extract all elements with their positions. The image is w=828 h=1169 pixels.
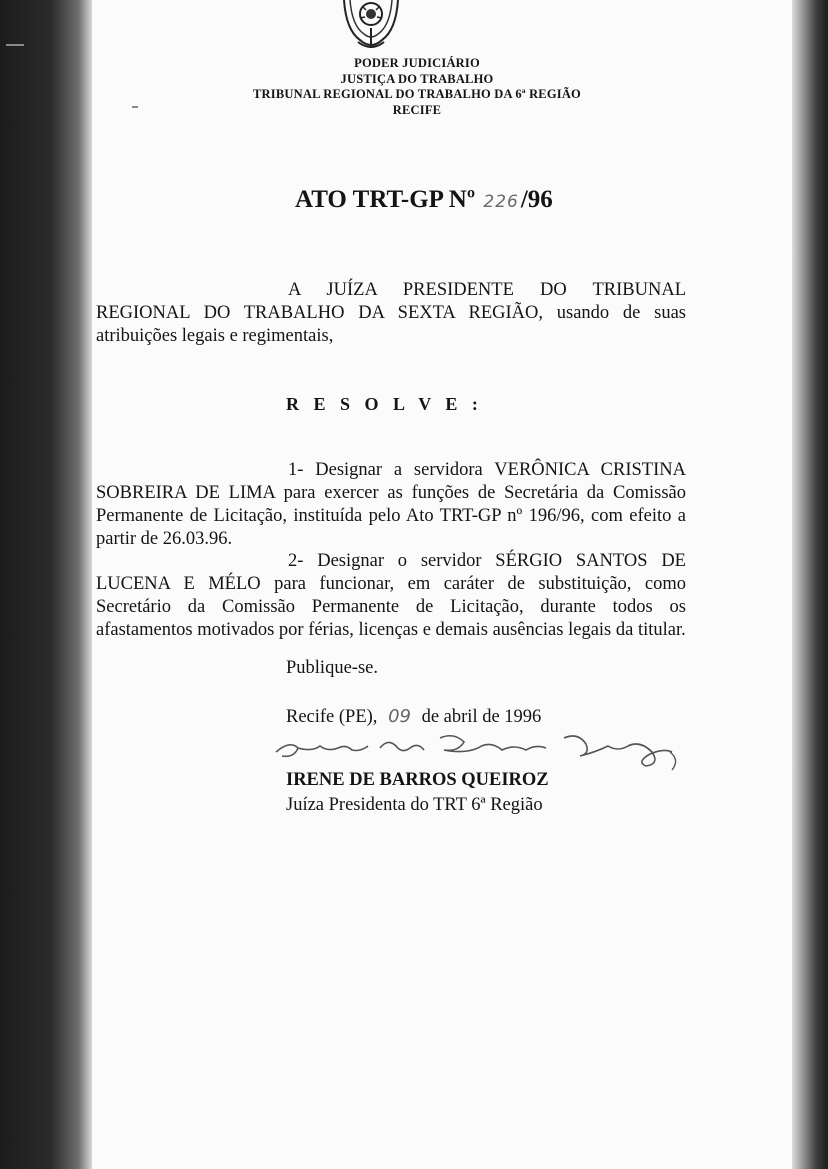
header-line: JUSTIÇA DO TRABALHO: [340, 71, 494, 86]
coat-of-arms-icon: [340, 0, 402, 52]
signer-role: Juíza Presidenta do TRT 6ª Região: [286, 795, 543, 815]
letterhead: [0, 56, 828, 118]
header-line: RECIFE: [392, 102, 442, 117]
resolve-label: R E S O L V E :: [286, 394, 483, 414]
act-title: [295, 186, 553, 214]
signer-name: IRENE DE BARROS QUEIROZ: [286, 770, 549, 790]
date-place: Recife (PE),: [286, 707, 378, 727]
date-day: 09: [388, 706, 411, 727]
act-number: 226: [483, 192, 519, 212]
act-prefix: ATO TRT-GP Nº: [295, 186, 476, 213]
preamble: A JUÍZA PRESIDENTE DO TRIBUNAL REGIONAL DO TRABALHO DA SEXTA REGIÃO, usando de suas atribuições legais e regimentais,: [96, 280, 686, 346]
scan-shadow-left: [0, 0, 92, 1169]
act-suffix: /96: [520, 186, 553, 213]
header-line: TRIBUNAL REGIONAL DO TRABALHO DA 6ª REGIÃO: [253, 87, 581, 101]
scan-shadow-right: [792, 0, 828, 1169]
scan-mark: [6, 44, 24, 46]
item-2: 2- Designar o servidor SÉRGIO SANTOS DE LUCENA E MÉLO para funcionar, em caráter de substituição, como Secretário da Comissão Permanente de Licitação, durante todos os afastamentos motivados por férias, licenças e demais ausências legais da titular.: [96, 551, 686, 640]
publish-line: Publique-se.: [286, 658, 378, 678]
date-rest: de abril de 1996: [421, 707, 542, 727]
header-line: PODER JUDICIÁRIO: [354, 56, 480, 70]
item-1: 1- Designar a servidora VERÔNICA CRISTINA SOBREIRA DE LIMA para exercer as funções de Secretária da Comissão Permanente de Licitação, instituída pelo Ato TRT-GP nº 196/96, com efeito a partir de 26.03.96.: [96, 460, 686, 549]
